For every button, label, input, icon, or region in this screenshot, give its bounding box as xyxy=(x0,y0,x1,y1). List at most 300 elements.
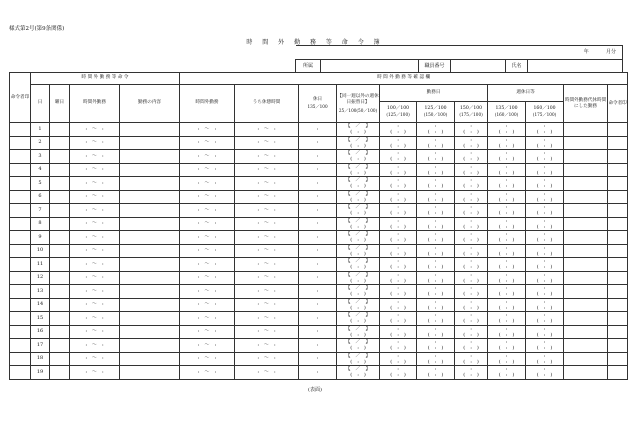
work-content-cell[interactable] xyxy=(120,231,180,245)
ot-time-confirm-cell[interactable]: : ～ : xyxy=(180,177,235,191)
holiday-cell[interactable]: : xyxy=(299,177,337,191)
workday-rate1-cell[interactable] xyxy=(380,136,417,150)
weekly-extra-cell[interactable] xyxy=(337,123,380,137)
rest-time-cell[interactable]: : ～ : xyxy=(235,271,299,285)
weekly-off-rate1-cell[interactable] xyxy=(488,325,526,339)
holiday-cell[interactable]: : xyxy=(299,217,337,231)
workday-rate3-cell[interactable] xyxy=(455,217,488,231)
weekly-off-rate2-cell-top: : xyxy=(543,325,546,332)
weekly-off-rate2-cell[interactable] xyxy=(526,204,564,218)
staff-no-field[interactable] xyxy=(451,60,506,73)
holiday-cell[interactable]: : xyxy=(299,366,337,380)
ot-time-cell[interactable]: : ～ : xyxy=(70,177,120,191)
ot-time-confirm-cell[interactable]: : ～ : xyxy=(180,244,235,258)
weekly-extra-cell[interactable] xyxy=(337,163,380,177)
work-content-cell[interactable] xyxy=(120,190,180,204)
work-content-cell[interactable] xyxy=(120,136,180,150)
ot-time-confirm-cell[interactable]: : ～ : xyxy=(180,298,235,312)
workday-rate2-cell[interactable] xyxy=(417,339,455,353)
rest-time-cell[interactable]: : ～ : xyxy=(235,136,299,150)
workday-rate1-cell[interactable] xyxy=(380,163,417,177)
workday-rate1-cell[interactable] xyxy=(380,298,417,312)
workday-rate1-cell[interactable] xyxy=(380,366,417,380)
ot-time-confirm-cell[interactable]: : ～ : xyxy=(180,325,235,339)
workday-rate2-cell[interactable] xyxy=(417,136,455,150)
weekday-cell[interactable] xyxy=(50,204,70,218)
workday-rate3-cell[interactable] xyxy=(455,163,488,177)
commander-seal-right-cell[interactable] xyxy=(608,366,628,380)
weekly-extra-cell[interactable] xyxy=(337,312,380,326)
substitute-cell[interactable] xyxy=(564,204,608,218)
holiday-cell[interactable]: : xyxy=(299,285,337,299)
work-content-cell[interactable] xyxy=(120,123,180,137)
substitute-cell[interactable] xyxy=(564,325,608,339)
substitute-cell[interactable] xyxy=(564,217,608,231)
workday-rate1-cell[interactable] xyxy=(380,339,417,353)
substitute-cell[interactable] xyxy=(564,244,608,258)
weekly-off-rate1-cell[interactable] xyxy=(488,123,526,137)
substitute-cell[interactable] xyxy=(564,285,608,299)
work-content-cell[interactable] xyxy=(120,339,180,353)
ot-time-cell[interactable]: : ～ : xyxy=(70,298,120,312)
commander-seal-right-cell[interactable] xyxy=(608,258,628,272)
weekly-extra-cell[interactable] xyxy=(337,339,380,353)
commander-seal-right-cell[interactable] xyxy=(608,298,628,312)
ot-time-confirm-cell[interactable]: : ～ : xyxy=(180,366,235,380)
substitute-cell[interactable] xyxy=(564,123,608,137)
rest-time-cell[interactable]: : ～ : xyxy=(235,123,299,137)
weekly-extra-cell[interactable] xyxy=(337,352,380,366)
workday-rate3-cell[interactable] xyxy=(455,352,488,366)
work-content-cell[interactable] xyxy=(120,285,180,299)
affiliation-field[interactable] xyxy=(321,60,419,73)
workday-rate1-cell[interactable] xyxy=(380,244,417,258)
work-content-cell[interactable] xyxy=(120,298,180,312)
rest-time-cell[interactable]: : ～ : xyxy=(235,366,299,380)
work-content-cell[interactable] xyxy=(120,352,180,366)
weekly-off-rate2-cell-bottom: ( : ) xyxy=(536,169,553,176)
holiday-cell[interactable]: : xyxy=(299,325,337,339)
substitute-cell[interactable] xyxy=(564,150,608,164)
holiday-cell[interactable]: : xyxy=(299,271,337,285)
weekly-off-rate1-cell[interactable] xyxy=(488,177,526,191)
workday-rate1-cell[interactable] xyxy=(380,312,417,326)
ot-time-cell[interactable]: : ～ : xyxy=(70,352,120,366)
commander-seal-right-cell[interactable] xyxy=(608,217,628,231)
workday-rate3-cell[interactable] xyxy=(455,285,488,299)
workday-rate2-cell-top: : xyxy=(434,123,437,129)
work-content-cell[interactable] xyxy=(120,204,180,218)
ot-time-cell[interactable]: : ～ : xyxy=(70,163,120,177)
weekly-off-rate2-cell[interactable] xyxy=(526,150,564,164)
work-content-cell[interactable] xyxy=(120,163,180,177)
workday-rate3-cell[interactable] xyxy=(455,271,488,285)
weekly-off-rate2-cell[interactable] xyxy=(526,190,564,204)
weekly-off-rate2-cell[interactable] xyxy=(526,163,564,177)
commander-seal-right-cell[interactable] xyxy=(608,163,628,177)
rest-time-cell[interactable]: : ～ : xyxy=(235,150,299,164)
weekly-off-rate1-cell[interactable] xyxy=(488,163,526,177)
commander-seal-cell[interactable] xyxy=(10,163,31,177)
workday-rate1-cell[interactable] xyxy=(380,271,417,285)
weekly-off-rate1-cell[interactable] xyxy=(488,352,526,366)
weekly-off-rate2-cell[interactable] xyxy=(526,244,564,258)
weekly-extra-cell[interactable] xyxy=(337,231,380,245)
weekly-off-rate1-cell[interactable] xyxy=(488,258,526,272)
ot-time-cell[interactable]: : ～ : xyxy=(70,204,120,218)
holiday-cell[interactable]: : xyxy=(299,123,337,137)
workday-rate1-cell[interactable] xyxy=(380,352,417,366)
ot-time-cell[interactable]: : ～ : xyxy=(70,285,120,299)
rest-time-cell[interactable]: : ～ : xyxy=(235,298,299,312)
commander-seal-right-cell[interactable] xyxy=(608,325,628,339)
commander-seal-right-cell[interactable] xyxy=(608,339,628,353)
workday-rate1-cell[interactable] xyxy=(380,231,417,245)
weekly-off-rate1-cell[interactable] xyxy=(488,190,526,204)
weekday-cell[interactable] xyxy=(50,298,70,312)
commander-seal-right-cell[interactable] xyxy=(608,136,628,150)
holiday-cell[interactable]: : xyxy=(299,298,337,312)
weekly-off-rate2-cell[interactable] xyxy=(526,258,564,272)
commander-seal-right-cell[interactable] xyxy=(608,271,628,285)
weekly-extra-cell[interactable] xyxy=(337,285,380,299)
workday-rate3-cell[interactable] xyxy=(455,204,488,218)
workday-rate2-cell[interactable] xyxy=(417,150,455,164)
weekday-cell[interactable] xyxy=(50,190,70,204)
ot-time-cell[interactable]: : ～ : xyxy=(70,231,120,245)
weekly-off-rate2-cell[interactable] xyxy=(526,123,564,137)
weekly-off-rate2-cell[interactable] xyxy=(526,339,564,353)
weekday-cell[interactable] xyxy=(50,231,70,245)
workday-rate3-cell[interactable] xyxy=(455,312,488,326)
commander-seal-cell[interactable] xyxy=(10,136,31,150)
work-content-cell[interactable] xyxy=(120,325,180,339)
workday-rate3-cell[interactable] xyxy=(455,190,488,204)
weekly-extra-cell-top: 【 ／ 】 xyxy=(345,258,371,264)
substitute-cell[interactable] xyxy=(564,258,608,272)
workday-rate2-cell[interactable] xyxy=(417,190,455,204)
substitute-cell[interactable] xyxy=(564,231,608,245)
weekday-cell[interactable] xyxy=(50,217,70,231)
rest-time-cell[interactable]: : ～ : xyxy=(235,190,299,204)
weekly-off-rate1-cell-bottom: ( : ) xyxy=(498,372,515,379)
rest-time-cell[interactable]: : ～ : xyxy=(235,325,299,339)
workday-rate1-cell[interactable] xyxy=(380,258,417,272)
ot-time-confirm-cell[interactable]: : ～ : xyxy=(180,231,235,245)
commander-seal-right-cell[interactable] xyxy=(608,244,628,258)
workday-rate2-cell[interactable] xyxy=(417,271,455,285)
commander-seal-cell[interactable] xyxy=(10,150,31,164)
weekday-cell[interactable] xyxy=(50,352,70,366)
commander-seal-cell[interactable] xyxy=(10,285,31,299)
weekday-cell[interactable] xyxy=(50,366,70,380)
commander-seal-cell[interactable] xyxy=(10,298,31,312)
weekday-cell[interactable] xyxy=(50,244,70,258)
weekly-off-rate1-cell[interactable] xyxy=(488,217,526,231)
ot-time-confirm-cell[interactable]: : ～ : xyxy=(180,190,235,204)
substitute-cell[interactable] xyxy=(564,136,608,150)
workday-rate3-cell[interactable] xyxy=(455,150,488,164)
rest-time-cell[interactable]: : ～ : xyxy=(235,163,299,177)
weekly-off-rate1-cell[interactable] xyxy=(488,312,526,326)
weekday-cell[interactable] xyxy=(50,177,70,191)
workday-rate2-cell[interactable] xyxy=(417,204,455,218)
ot-time-confirm-cell[interactable]: : ～ : xyxy=(180,123,235,137)
ot-time-confirm-cell[interactable]: : ～ : xyxy=(180,258,235,272)
workday-rate3-cell[interactable] xyxy=(455,258,488,272)
workday-rate1-cell[interactable] xyxy=(380,204,417,218)
substitute-cell[interactable] xyxy=(564,366,608,380)
workday-rate3-cell[interactable] xyxy=(455,136,488,150)
workday-rate2: 125／100 xyxy=(424,105,447,111)
ot-time-cell[interactable]: : ～ : xyxy=(70,271,120,285)
weekly-off-rate2-cell[interactable] xyxy=(526,285,564,299)
commander-seal-right-cell[interactable] xyxy=(608,312,628,326)
substitute-cell[interactable] xyxy=(564,163,608,177)
weekly-extra-cell[interactable] xyxy=(337,150,380,164)
rest-time-cell[interactable]: : ～ : xyxy=(235,339,299,353)
work-content-cell[interactable] xyxy=(120,217,180,231)
workday-rate2-cell[interactable] xyxy=(417,177,455,191)
commander-seal-cell[interactable] xyxy=(10,231,31,245)
rest-time-cell[interactable]: : ～ : xyxy=(235,204,299,218)
ot-time-confirm-cell[interactable]: : ～ : xyxy=(180,285,235,299)
ot-time-cell[interactable]: : ～ : xyxy=(70,244,120,258)
weekly-off-rate2-cell[interactable] xyxy=(526,298,564,312)
weekday-cell[interactable] xyxy=(50,325,70,339)
holiday-cell[interactable]: : xyxy=(299,339,337,353)
ot-time-cell[interactable]: : ～ : xyxy=(70,258,120,272)
weekly-extra-cell[interactable] xyxy=(337,244,380,258)
rest-time-cell[interactable]: : ～ : xyxy=(235,285,299,299)
work-content-cell[interactable] xyxy=(120,312,180,326)
holiday-cell[interactable]: : xyxy=(299,150,337,164)
commander-seal-cell[interactable] xyxy=(10,244,31,258)
workday-rate3-cell[interactable] xyxy=(455,325,488,339)
commander-seal-right-cell[interactable] xyxy=(608,177,628,191)
commander-seal-right-cell[interactable] xyxy=(608,352,628,366)
ot-time-cell[interactable]: : ～ : xyxy=(70,123,120,137)
commander-seal-cell[interactable] xyxy=(10,258,31,272)
ot-time-cell[interactable]: : ～ : xyxy=(70,136,120,150)
substitute-cell[interactable] xyxy=(564,352,608,366)
weekday-cell[interactable] xyxy=(50,271,70,285)
weekday-cell[interactable] xyxy=(50,258,70,272)
holiday-cell[interactable]: : xyxy=(299,136,337,150)
substitute-cell[interactable] xyxy=(564,312,608,326)
ot-time-confirm-cell[interactable]: : ～ : xyxy=(180,163,235,177)
rest-time-cell[interactable]: : ～ : xyxy=(235,217,299,231)
workday-rate2-cell[interactable] xyxy=(417,298,455,312)
weekly-extra-cell[interactable] xyxy=(337,258,380,272)
workday-rate2-cell[interactable] xyxy=(417,312,455,326)
weekly-extra-cell[interactable] xyxy=(337,136,380,150)
workday-rate1-cell-bottom: ( : ) xyxy=(390,318,406,325)
workday-rate3-cell[interactable] xyxy=(455,244,488,258)
weekly-off-rate1-cell[interactable] xyxy=(488,366,526,380)
rest-time-cell[interactable]: : ～ : xyxy=(235,258,299,272)
weekly-off-rate2-cell[interactable] xyxy=(526,177,564,191)
workday-rate2-cell[interactable] xyxy=(417,325,455,339)
holiday-cell[interactable]: : xyxy=(299,352,337,366)
holiday-cell[interactable]: : xyxy=(299,190,337,204)
substitute-cell[interactable] xyxy=(564,177,608,191)
weekly-off-rate1-cell[interactable] xyxy=(488,285,526,299)
weekly-off-rate2-cell[interactable] xyxy=(526,217,564,231)
weekday-cell[interactable] xyxy=(50,312,70,326)
rest-time-cell[interactable]: : ～ : xyxy=(235,244,299,258)
workday-rate1-cell[interactable] xyxy=(380,217,417,231)
ot-time-confirm-cell[interactable]: : ～ : xyxy=(180,136,235,150)
weekday-cell[interactable] xyxy=(50,136,70,150)
commander-seal-cell[interactable] xyxy=(10,204,31,218)
work-content-cell[interactable] xyxy=(120,244,180,258)
substitute-cell[interactable] xyxy=(564,298,608,312)
weekday-cell[interactable] xyxy=(50,123,70,137)
rest-time-cell[interactable]: : ～ : xyxy=(235,231,299,245)
rest-time-cell[interactable]: : ～ : xyxy=(235,312,299,326)
commander-seal-cell[interactable] xyxy=(10,123,31,137)
commander-seal-cell[interactable] xyxy=(10,366,31,380)
weekly-off-rate2-cell[interactable] xyxy=(526,136,564,150)
workday-rate3-cell[interactable] xyxy=(455,231,488,245)
commander-seal-right-cell[interactable] xyxy=(608,123,628,137)
substitute-cell[interactable] xyxy=(564,339,608,353)
weekly-extra-cell-bottom: ( : ) xyxy=(350,358,366,365)
commander-seal-right-cell[interactable] xyxy=(608,231,628,245)
holiday-cell[interactable]: : xyxy=(299,231,337,245)
weekly-off-rate2-cell[interactable] xyxy=(526,325,564,339)
workday-rate2-cell[interactable] xyxy=(417,285,455,299)
work-content-cell[interactable] xyxy=(120,177,180,191)
weekday-cell[interactable] xyxy=(50,163,70,177)
workday-rate3-cell[interactable] xyxy=(455,123,488,137)
weekly-off-rate1-cell-top: : xyxy=(505,177,508,183)
commander-seal-right-cell[interactable] xyxy=(608,190,628,204)
work-content-cell[interactable] xyxy=(120,271,180,285)
commander-seal-cell[interactable] xyxy=(10,312,31,326)
weekly-off-rate1-cell[interactable] xyxy=(488,298,526,312)
day-cell: 9 xyxy=(31,231,50,245)
weekly-off-rate1-cell[interactable] xyxy=(488,339,526,353)
weekly-off-rate2-cell[interactable] xyxy=(526,366,564,380)
rest-time-cell[interactable]: : ～ : xyxy=(235,177,299,191)
rest-time-cell[interactable]: : ～ : xyxy=(235,352,299,366)
holiday-cell[interactable]: : xyxy=(299,163,337,177)
weekday-cell[interactable] xyxy=(50,285,70,299)
ot-time-confirm-cell[interactable]: : ～ : xyxy=(180,339,235,353)
ot-time-confirm-cell[interactable]: : ～ : xyxy=(180,352,235,366)
ot-time-confirm-cell[interactable]: : ～ : xyxy=(180,204,235,218)
weekday-cell[interactable] xyxy=(50,150,70,164)
weekly-off-rate2-cell[interactable] xyxy=(526,312,564,326)
weekly-extra-cell[interactable] xyxy=(337,217,380,231)
substitute-cell[interactable] xyxy=(564,190,608,204)
commander-seal-cell[interactable] xyxy=(10,271,31,285)
workday-rate1-cell[interactable] xyxy=(380,190,417,204)
workday-rate2-cell[interactable] xyxy=(417,217,455,231)
ot-time-cell[interactable]: : ～ : xyxy=(70,366,120,380)
workday-rate2-cell[interactable] xyxy=(417,163,455,177)
ot-time-cell[interactable]: : ～ : xyxy=(70,325,120,339)
workday-rate2-cell[interactable] xyxy=(417,366,455,380)
ot-time-cell[interactable]: : ～ : xyxy=(70,190,120,204)
ot-time-confirm-cell[interactable]: : ～ : xyxy=(180,217,235,231)
workday-rate3-cell[interactable] xyxy=(455,298,488,312)
workday-rate2-cell[interactable] xyxy=(417,231,455,245)
weekly-extra-cell[interactable] xyxy=(337,366,380,380)
ot-time-confirm-cell[interactable]: : ～ : xyxy=(180,271,235,285)
workday-rate3-cell[interactable] xyxy=(455,177,488,191)
weekday-cell[interactable] xyxy=(50,339,70,353)
weekly-extra-cell[interactable] xyxy=(337,177,380,191)
holiday-cell[interactable]: : xyxy=(299,312,337,326)
holiday-cell[interactable]: : xyxy=(299,204,337,218)
workday-rate1-cell[interactable] xyxy=(380,177,417,191)
workday-rate1-cell[interactable] xyxy=(380,285,417,299)
ot-time-cell[interactable]: : ～ : xyxy=(70,339,120,353)
workday-rate3-cell[interactable] xyxy=(455,339,488,353)
ot-time-confirm-cell[interactable]: : ～ : xyxy=(180,312,235,326)
commander-seal-cell[interactable] xyxy=(10,339,31,353)
ot-time-cell[interactable]: : ～ : xyxy=(70,150,120,164)
work-content-cell[interactable] xyxy=(120,366,180,380)
work-content-cell[interactable] xyxy=(120,258,180,272)
workday-rate3-cell[interactable] xyxy=(455,366,488,380)
commander-seal-cell[interactable] xyxy=(10,325,31,339)
weekly-off-rate1-cell[interactable] xyxy=(488,271,526,285)
weekly-off-rate1-cell-top: : xyxy=(505,231,508,237)
workday-rate2-cell[interactable] xyxy=(417,244,455,258)
commander-seal-right-cell[interactable] xyxy=(608,150,628,164)
commander-seal-cell[interactable] xyxy=(10,190,31,204)
workday-rate2-cell[interactable] xyxy=(417,258,455,272)
holiday-cell[interactable]: : xyxy=(299,258,337,272)
workday-rate1-cell[interactable] xyxy=(380,150,417,164)
holiday-cell[interactable]: : xyxy=(299,244,337,258)
name-field[interactable] xyxy=(528,60,623,73)
commander-seal-cell[interactable] xyxy=(10,217,31,231)
weekly-extra-cell[interactable] xyxy=(337,298,380,312)
commander-seal-cell[interactable] xyxy=(10,177,31,191)
ot-time-cell[interactable]: : ～ : xyxy=(70,217,120,231)
weekly-off-rate1-cell[interactable] xyxy=(488,150,526,164)
weekly-off-rate2-cell[interactable] xyxy=(526,271,564,285)
commander-seal-right-cell[interactable] xyxy=(608,285,628,299)
workday-rate1-cell[interactable] xyxy=(380,325,417,339)
weekly-extra-cell[interactable] xyxy=(337,325,380,339)
ot-time-cell[interactable]: : ～ : xyxy=(70,312,120,326)
weekly-off-rate1-cell[interactable] xyxy=(488,136,526,150)
weekly-off-rate1-cell[interactable] xyxy=(488,231,526,245)
weekly-off-rate1-cell[interactable] xyxy=(488,204,526,218)
day-cell: 7 xyxy=(31,204,50,218)
work-content-cell[interactable] xyxy=(120,150,180,164)
weekly-off-rate2-cell[interactable] xyxy=(526,352,564,366)
workday-rate2-cell[interactable] xyxy=(417,123,455,137)
ot-time-confirm-cell[interactable]: : ～ : xyxy=(180,150,235,164)
commander-seal-cell[interactable] xyxy=(10,352,31,366)
weekly-extra-cell[interactable] xyxy=(337,204,380,218)
workday-rate2-cell[interactable] xyxy=(417,352,455,366)
substitute-cell[interactable] xyxy=(564,271,608,285)
weekly-extra-cell[interactable] xyxy=(337,271,380,285)
workday-rate1-cell[interactable] xyxy=(380,123,417,137)
weekly-extra-cell[interactable] xyxy=(337,190,380,204)
weekly-off-rate2-cell[interactable] xyxy=(526,231,564,245)
weekly-off-rate1-cell[interactable] xyxy=(488,244,526,258)
commander-seal-right-cell[interactable] xyxy=(608,204,628,218)
